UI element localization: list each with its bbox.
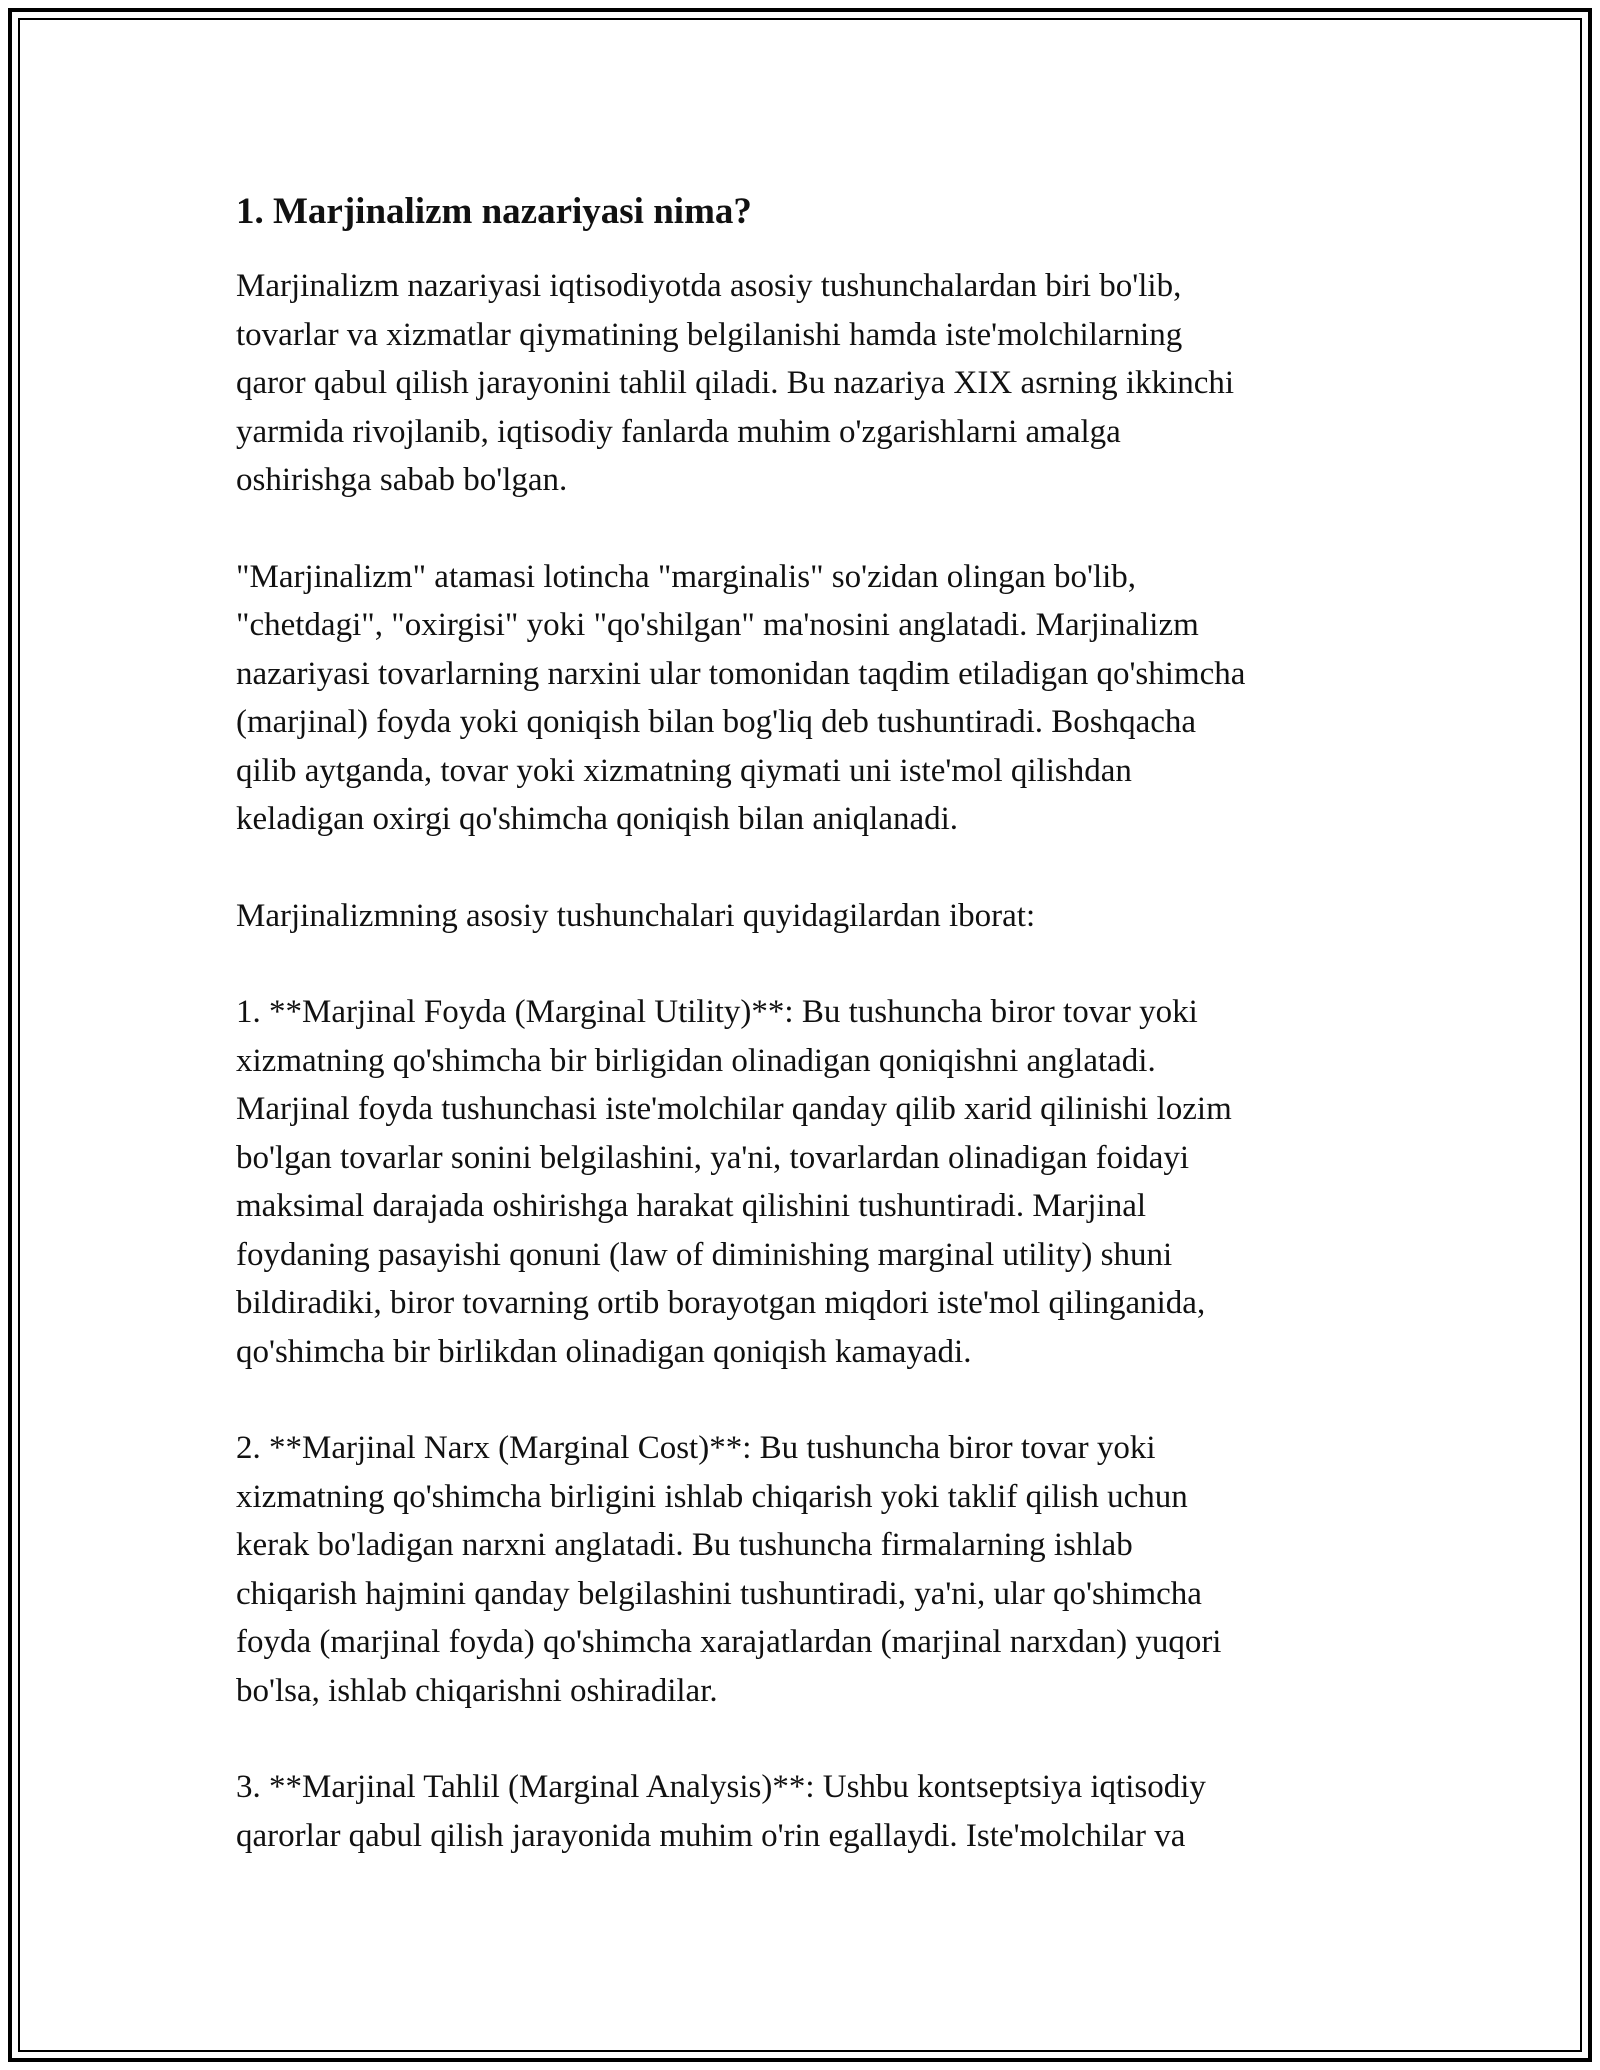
paragraph-intro: Marjinalizm nazariyasi iqtisodiyotda asosiy tushunchalardan biri bo'lib, tovarlar va xizmatlar qiymatining belgilanishi hamda iste'molchilarning qaror qabul qilish jarayonini tahlil qiladi. Bu nazariya XIX asrning ikkinchi yarmida rivojlanib, iqtisodiy fanlarda muhim o'zgarishlarni amalga oshirishga sabab bo'lgan. bbox=[236, 268, 1235, 498]
list-item-marginal-utility: 1. **Marjinal Foyda (Marginal Utility)**: Bu tushuncha biror tovar yoki xizmatning qo'shimcha bir birligidan olinadigan qoniqishni anglatadi. Marjinal foyda tushunchasi iste'molchilar qanday qilib xarid qilinishi lozim bo'lgan tovarlar sonini belgilashini, ya'ni, tovarlardan olinadigan foidayi maksimal darajada oshirishga harakat qilishini tushuntiradi. Marjinal foydaning pasayishi qonuni (law of diminishing marginal utility) shuni bildiradiki, biror tovarning ortib borayotgan miqdori iste'mol qilinganida, qo'shimcha bir birlikdan olinadigan qoniqish kamayadi. bbox=[236, 994, 1232, 1370]
section-heading: 1. Marjinalizm nazariyasi nima? bbox=[236, 191, 752, 232]
list-item-marginal-analysis: 3. **Marjinal Tahlil (Marginal Analysis)**: Ushbu kontseptsiya iqtisodiy qarorlar qabul qilish jarayonida muhim o'rin egallaydi. Iste'molchilar va bbox=[236, 1769, 1206, 1854]
document-body bbox=[236, 188, 1366, 1908]
list-item-marginal-cost: 2. **Marjinal Narx (Marginal Cost)**: Bu tushuncha biror tovar yoki xizmatning qo'shimcha birligini ishlab chiqarish yoki taklif qilish uchun kerak bo'ladigan narxni anglatadi. Bu tushuncha firmalarning ishlab chiqarish hajmini qanday belgilashini tushuntiradi, ya'ni, ular qo'shimcha foyda (marjinal foyda) qo'shimcha xarajatlardan (marjinal narxdan) yuqori bo'lsa, ishlab chiqarishni oshiradilar. bbox=[236, 1430, 1222, 1709]
paragraph-concepts-intro: Marjinalizmning asosiy tushunchalari quyidagilardan iborat: bbox=[236, 897, 1036, 934]
paragraph-etymology: "Marjinalizm" atamasi lotincha "marginalis" so'zidan olingan bo'lib, "chetdagi", "oxirgisi" yoki "qo'shilgan" ma'nosini anglatadi. Marjinalizm nazariyasi tovarlarning narxini ular tomonidan taqdim etiladigan qo'shimcha (marjinal) foyda yoki qoniqish bilan bog'liq deb tushuntiradi. Boshqacha qilib aytganda, tovar yoki xizmatning qiymati uni iste'mol qilishdan keladigan oxirgi qo'shimcha qoniqish bilan aniqlanadi. bbox=[236, 558, 1246, 837]
